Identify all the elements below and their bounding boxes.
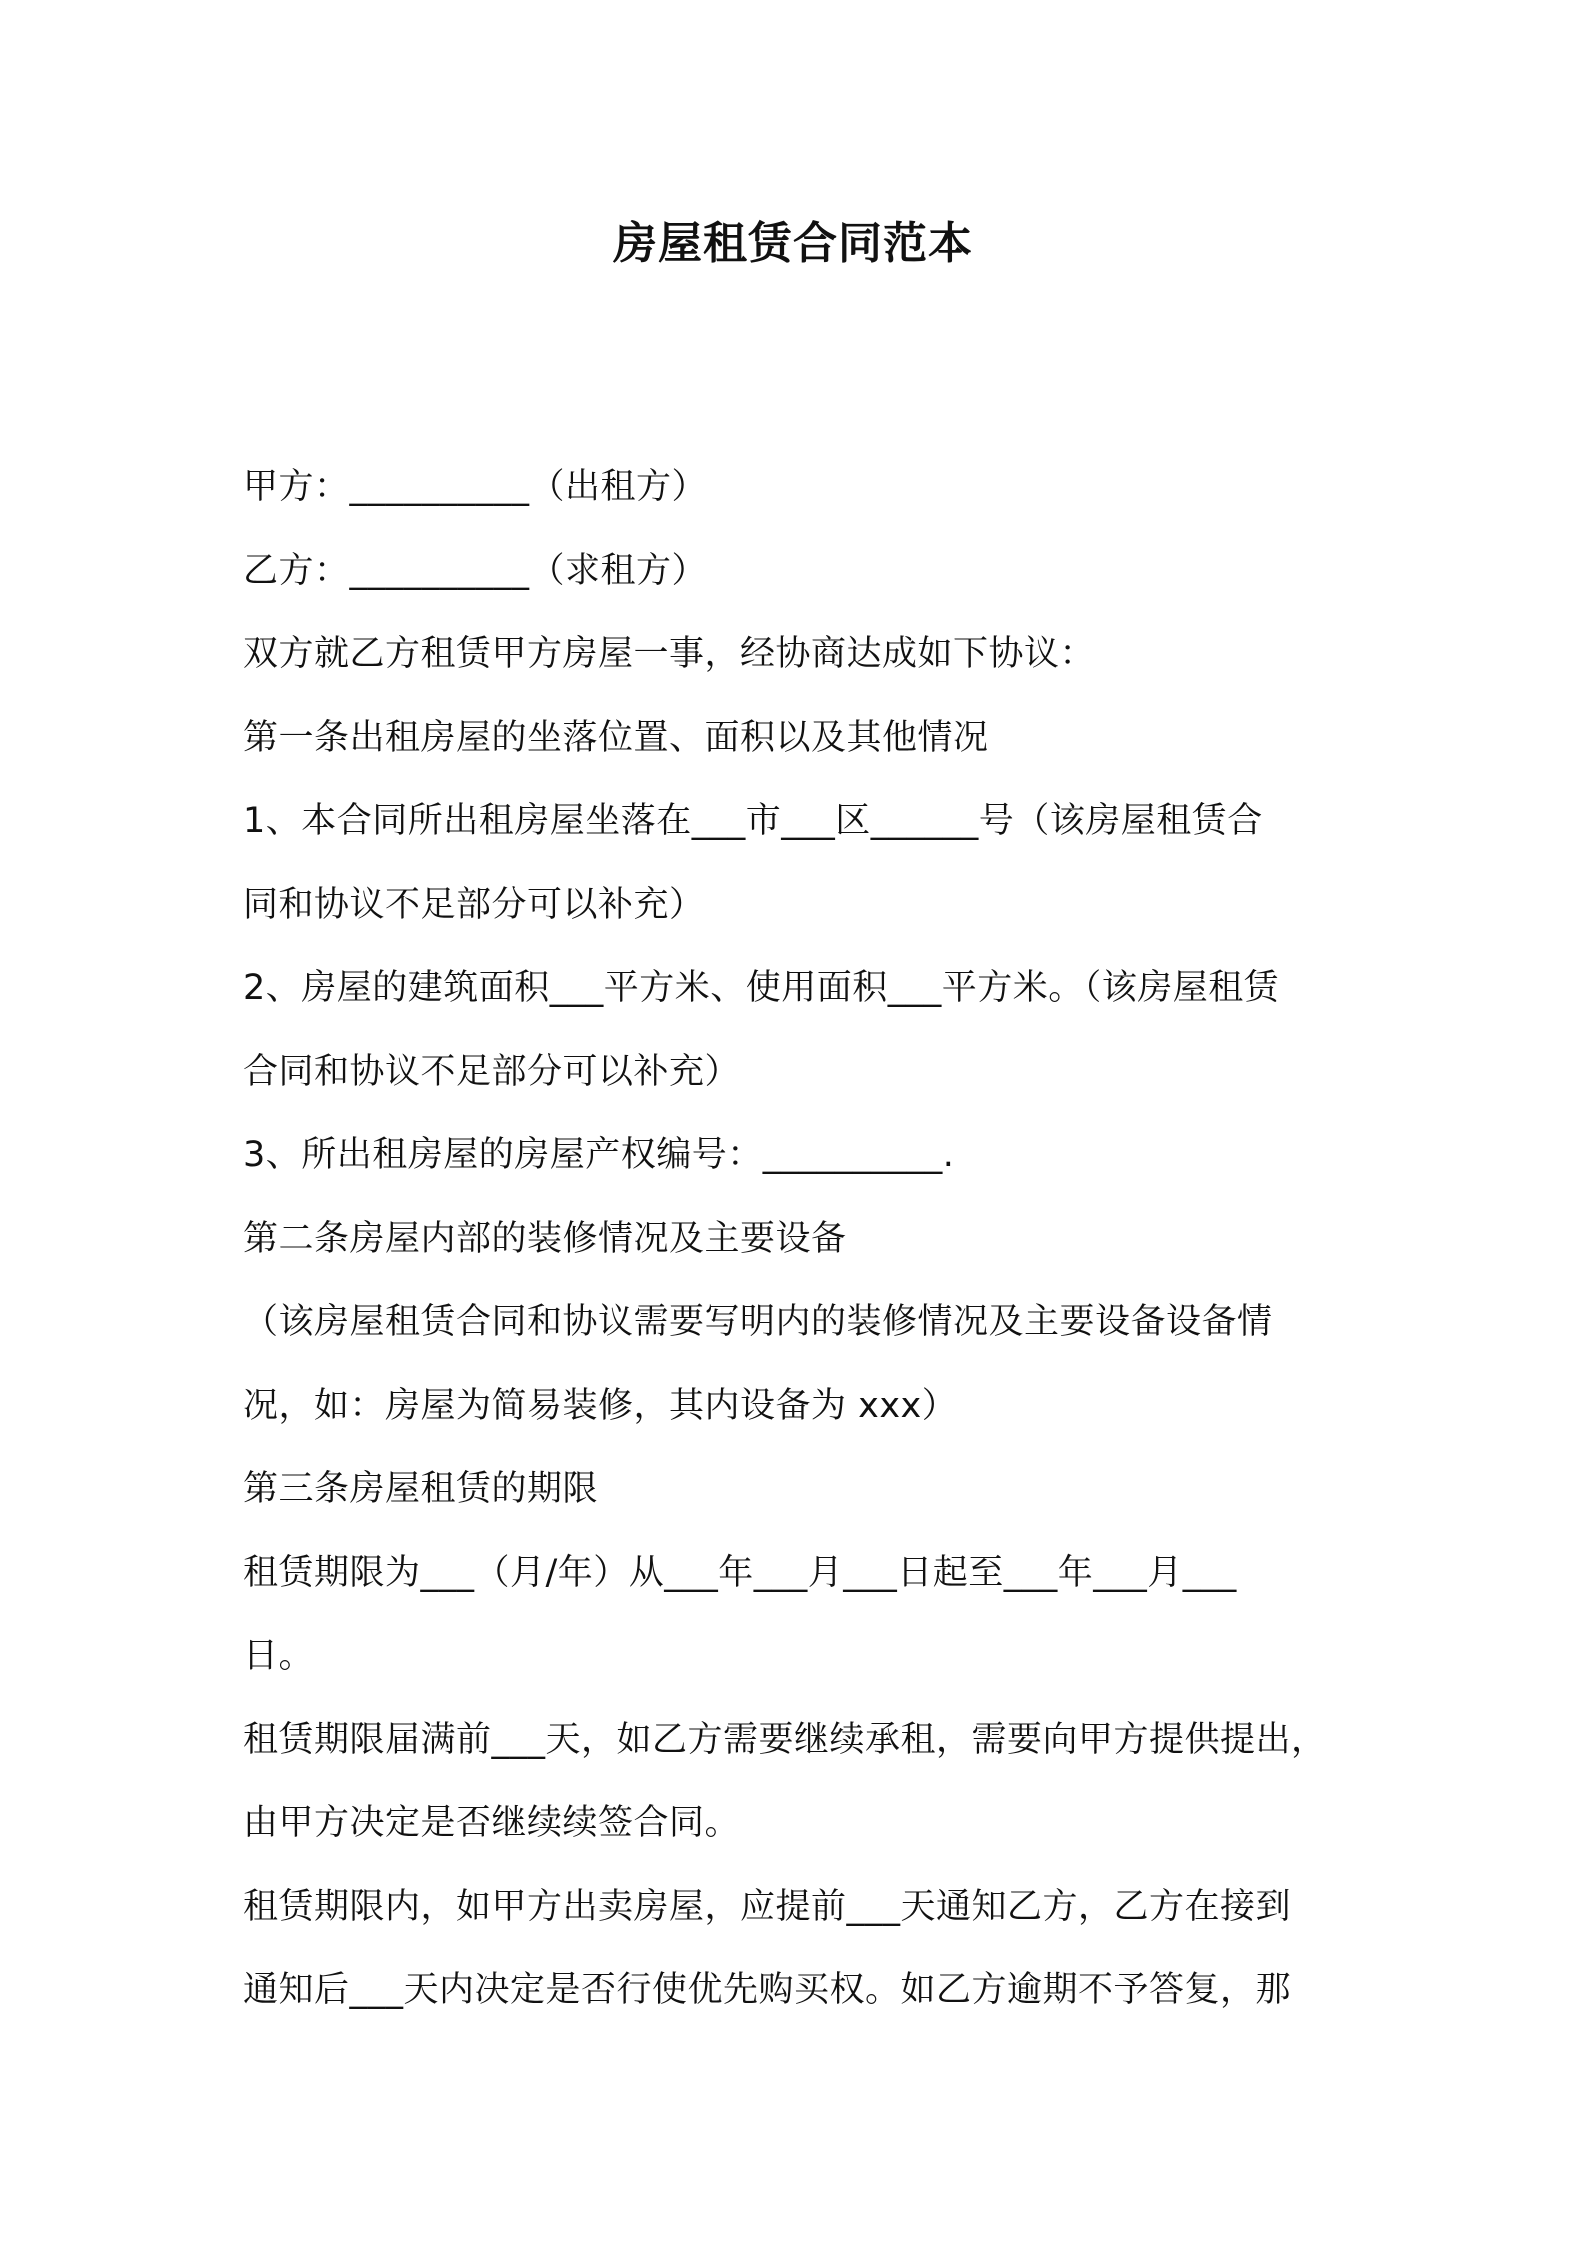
document-title: 房屋租赁合同范本	[613, 218, 973, 269]
agreement-intro: 双方就乙方租赁甲方房屋一事，经协商达成如下协议：	[243, 634, 1096, 674]
party-b-line: 乙方：__________（求租方）	[243, 550, 708, 591]
article-1-item-2-line-1: 2、房屋的建筑面积___平方米、使用面积___平方米。（该房屋租赁	[243, 968, 1280, 1008]
article-1-item-1-line-1: 1、本合同所出租房屋坐落在___市___区______号（该房屋租赁合	[243, 801, 1263, 841]
article-3-heading: 第三条房屋租赁的期限	[243, 1469, 599, 1509]
renewal-clause-line-2: 由甲方决定是否继续续签合同。	[243, 1803, 741, 1843]
article-2-note-line-2: 况，如：房屋为简易装修，其内设备为 xxx）	[243, 1385, 958, 1426]
sale-clause-line-2: 通知后___天内决定是否行使优先购买权。如乙方逾期不予答复，那	[243, 1970, 1292, 2010]
article-2-note-line-1: （该房屋租赁合同和协议需要写明内的装修情况及主要设备设备情	[243, 1302, 1273, 1342]
article-1-item-3: 3、所出租房屋的房屋产权编号：__________.	[243, 1135, 955, 1175]
article-1-item-2-line-2: 合同和协议不足部分可以补充）	[243, 1051, 741, 1092]
lease-term-line-2: 日。	[243, 1636, 315, 1676]
renewal-clause-line-1: 租赁期限届满前___天，如乙方需要继续承租，需要向甲方提供提出，	[243, 1719, 1327, 1760]
document-body	[243, 446, 1353, 2033]
article-2-heading: 第二条房屋内部的装修情况及主要设备	[243, 1218, 847, 1259]
lease-term-line-1: 租赁期限为___（月/年）从___年___月___日起至___年___月___	[243, 1552, 1237, 1593]
article-1-heading: 第一条出租房屋的坐落位置、面积以及其他情况	[243, 717, 989, 758]
party-a-line: 甲方：__________（出租方）	[243, 467, 708, 507]
sale-clause-line-1: 租赁期限内，如甲方出卖房屋，应提前___天通知乙方，乙方在接到	[243, 1886, 1292, 1927]
article-1-item-1-line-2: 同和协议不足部分可以补充）	[243, 884, 705, 925]
